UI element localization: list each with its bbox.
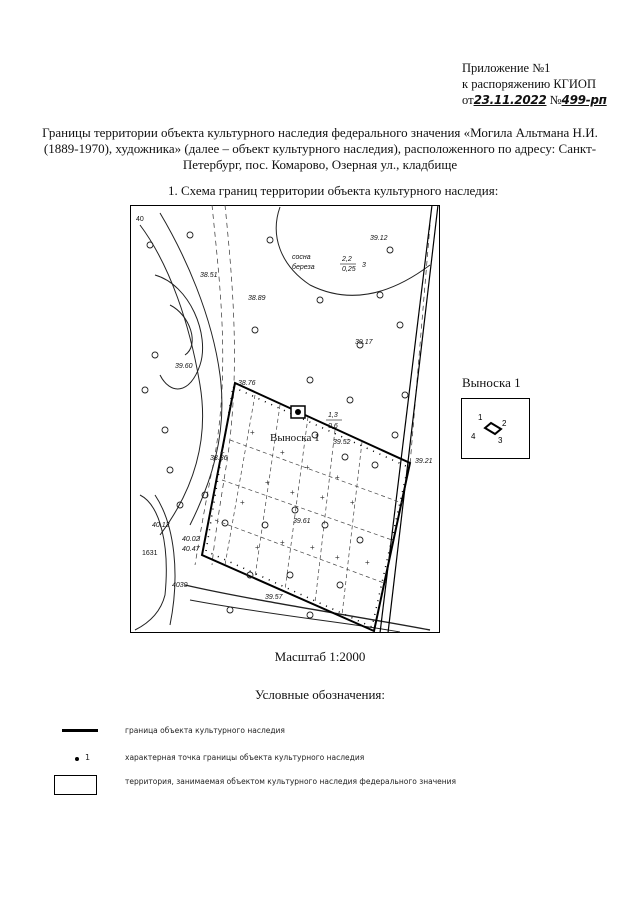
legend-boundary-text: граница объекта культурного наследия (125, 726, 285, 735)
handwritten-date: 23.11.2022 (473, 93, 547, 107)
callout-point-4: 4 (471, 432, 476, 441)
legend-point-dot (75, 757, 79, 761)
label-40-02: 40.02 (182, 536, 200, 543)
label-39-61: 39.61 (293, 518, 311, 525)
appendix-date-line (462, 92, 632, 108)
callout-point-2: 2 (502, 419, 507, 428)
svg-text:+: + (305, 463, 310, 472)
label-39-57: 39.57 (265, 594, 283, 601)
boundary-map (130, 205, 440, 633)
document-title: Границы территории объекта культурного наследия федерального значения «Могила Альтмана Н.И. (1889-1970), художника» (далее – объект культурного наследия), расположенного по адресу: Санкт-Петербург, пос. Комарово, Озерная ул., кладбище (42, 125, 598, 172)
label-38-76: 38.76 (238, 380, 256, 387)
svg-text:+: + (280, 538, 285, 547)
svg-text:+: + (335, 553, 340, 562)
callout-point-1: 1 (478, 413, 483, 422)
label-40-47: 40.47 (182, 546, 200, 553)
label-39-17: 39.17 (355, 339, 373, 346)
svg-text:+: + (255, 543, 260, 552)
label-4030: 4030 (172, 582, 188, 589)
appendix-line2: к распоряжению КГИОП (462, 77, 596, 91)
svg-text:+: + (280, 448, 285, 457)
label-38-51: 38.51 (200, 272, 218, 279)
handwritten-number: 499-рп (561, 93, 607, 107)
callout-label: Выноска 1 (462, 375, 521, 390)
label-38-89: 38.89 (248, 295, 266, 302)
svg-text:+: + (335, 473, 340, 482)
svg-text:+: + (250, 428, 255, 437)
label-40: 40 (136, 216, 144, 223)
date-prefix: от (462, 93, 474, 107)
svg-text:+: + (310, 543, 315, 552)
svg-text:+: + (350, 498, 355, 507)
tree-label-1: сосна (292, 254, 311, 261)
svg-text:+: + (290, 488, 295, 497)
legend-point-number: 1 (85, 753, 91, 762)
label-39-21: 39.21 (415, 458, 433, 465)
measure-bottom: 0,6 (328, 423, 338, 430)
legend-territory-text: территория, занимаемая объектом культурного наследия федерального значения (125, 777, 457, 786)
callout-box (461, 398, 531, 460)
tree-num-top: 2,2 (342, 256, 352, 263)
map-scale: Масштаб 1:2000 (274, 649, 366, 664)
svg-text:+: + (265, 478, 270, 487)
svg-text:+: + (365, 558, 370, 567)
label-40-12: 40.12 (152, 522, 170, 529)
section-heading: 1. Схема границ территории объекта культурного наследия: (168, 183, 499, 198)
measure-top: 1,3 (328, 412, 338, 419)
legend-boundary-line-symbol (62, 729, 98, 732)
label-1631: 1631 (142, 550, 158, 557)
tree-label-2: береза (292, 264, 315, 271)
number-prefix: № (549, 93, 562, 107)
legend-title: Условные обозначения: (254, 687, 386, 702)
appendix-line1: Приложение №1 (462, 61, 551, 75)
callout-point-3: 3 (498, 436, 503, 445)
label-39-52: 39.52 (333, 439, 351, 446)
svg-text:+: + (240, 498, 245, 507)
map-callout-reference: Выноска 1 (270, 432, 320, 444)
legend-territory-box (54, 775, 97, 795)
svg-text:+: + (220, 448, 225, 457)
tree-num-3: 3 (362, 262, 366, 269)
svg-text:+: + (320, 493, 325, 502)
appendix-header (462, 60, 632, 108)
tree-num-bottom: 0,25 (342, 266, 356, 273)
label-39-12: 39.12 (370, 235, 388, 242)
label-39-60: 39.60 (175, 363, 193, 370)
grave-dot (295, 409, 301, 415)
legend-point-text: характерная точка границы объекта культурного наследия (125, 753, 365, 762)
label-38-86: 38.86 (210, 455, 228, 462)
